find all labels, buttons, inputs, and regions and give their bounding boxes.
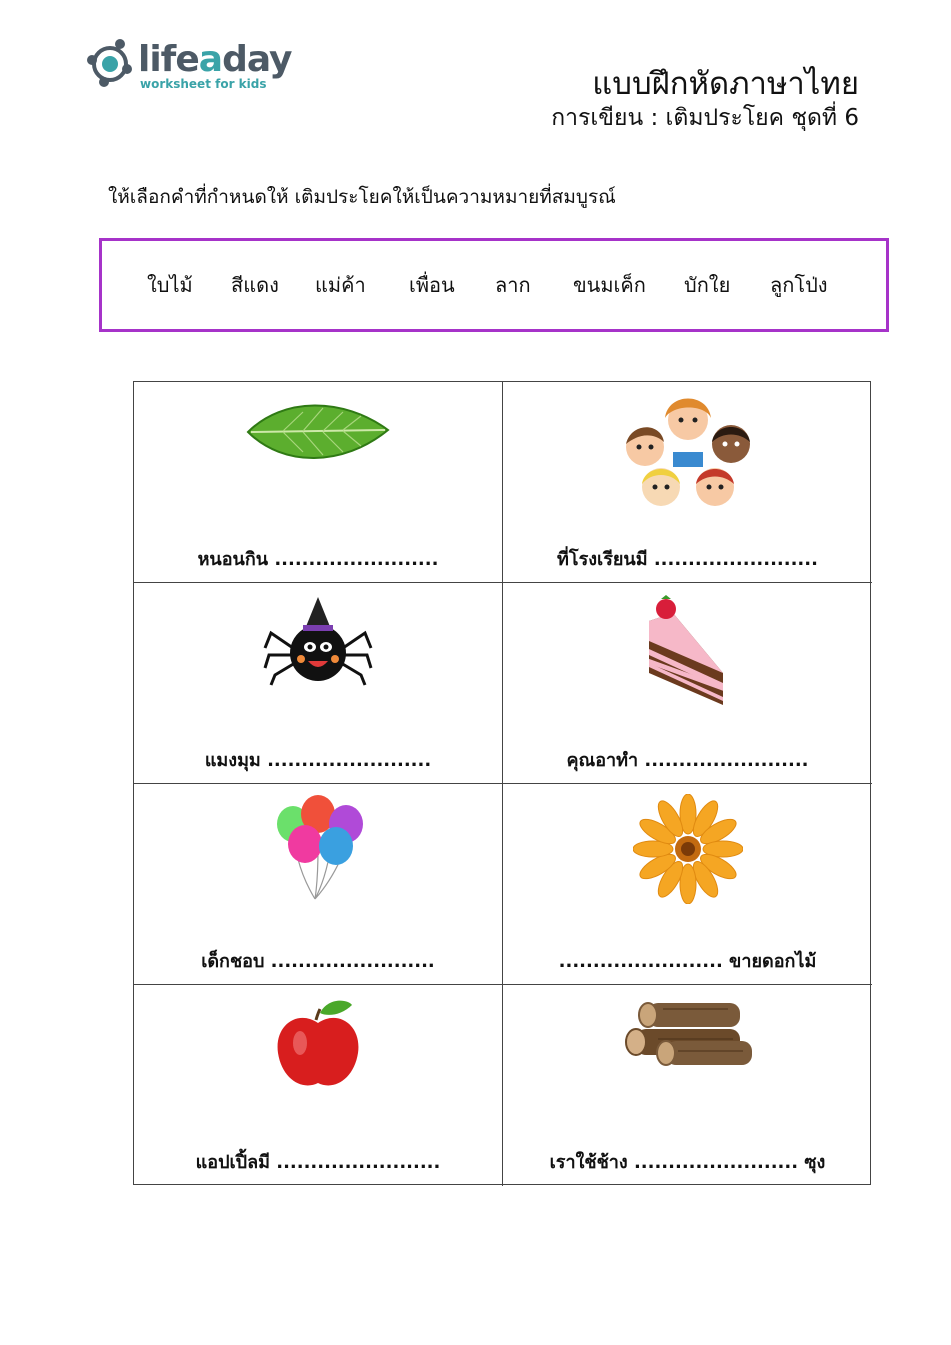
wood-logs-icon: [618, 995, 758, 1075]
sentence-blank: ที่โรงเรียนมี ........................: [557, 549, 818, 570]
exercise-cell: [503, 784, 872, 985]
word-bank-item: เพื่อน: [409, 273, 455, 297]
word-bank-item: บักใย: [684, 273, 731, 297]
balloons-icon: [263, 794, 373, 904]
red-apple-icon: [268, 995, 368, 1095]
spider-icon: [263, 593, 373, 688]
exercise-cell: [134, 583, 503, 784]
exercise-cell: [134, 985, 503, 1186]
leaf-icon: [243, 392, 393, 472]
sentence-blank: เด็กชอบ ........................: [201, 951, 435, 972]
logo-wordmark: lifeaday: [138, 39, 292, 80]
sentence-blank: คุณอาทำ ........................: [566, 750, 809, 771]
word-bank-item: สีแดง: [231, 273, 279, 297]
exercise-cell: [134, 382, 503, 583]
word-bank-box: [99, 238, 889, 332]
molecule-logo-icon: [82, 36, 138, 92]
word-bank-item: ลาก: [495, 273, 531, 297]
sentence-blank: ........................ ขายดอกไม้: [558, 951, 817, 972]
children-friends-icon: [613, 392, 763, 517]
lifeaday-logo: [82, 36, 292, 96]
exercise-cell: [503, 583, 872, 784]
instruction-text: ให้เลือกคำที่กำหนดให้ เติมประโยคให้เป็นความหมายที่สมบูรณ์: [108, 186, 616, 208]
sentence-blank: แอปเปิ้ลมี ........................: [195, 1152, 441, 1173]
exercise-grid: [133, 381, 871, 1185]
word-bank-item: ใบไม้: [147, 273, 193, 297]
exercise-cell: [134, 784, 503, 985]
word-bank-item: ขนมเค็ก: [573, 273, 646, 297]
sentence-blank: เราใช้ช้าง ........................ ซุง: [549, 1152, 826, 1173]
worksheet-title: แบบฝึกหัดภาษาไทย: [592, 66, 859, 102]
sentence-blank: แมงมุม ........................: [204, 750, 432, 771]
worksheet-subtitle: การเขียน : เติมประโยค ชุดที่ 6: [551, 105, 859, 131]
word-bank-item: แม่ค้า: [315, 273, 366, 297]
word-bank-item: ลูกโป่ง: [770, 273, 828, 297]
exercise-cell: [503, 382, 872, 583]
exercise-cell: [503, 985, 872, 1186]
orange-flower-icon: [633, 794, 743, 904]
logo-tagline: worksheet for kids: [140, 77, 267, 91]
cake-slice-icon: [633, 593, 743, 718]
sentence-blank: หนอนกิน ........................: [197, 549, 439, 570]
